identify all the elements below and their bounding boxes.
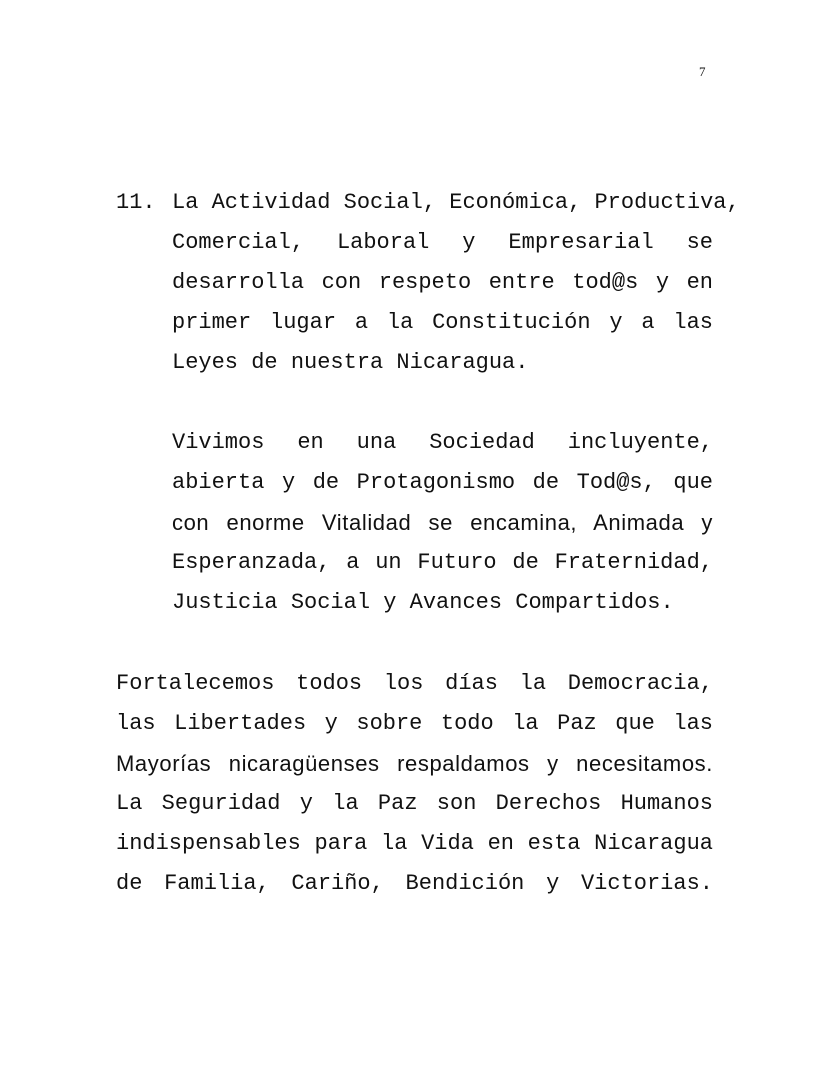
paragraph-line: Mayorías nicaragüenses respaldamos y necesitamos. <box>116 751 713 776</box>
paragraph-line: Vivimos en una Sociedad incluyente, <box>172 430 713 455</box>
paragraph-line: abierta y de Protagonismo de Tod@s, que <box>172 470 713 495</box>
paragraph-line: las Libertades y sobre todo la Paz que las <box>116 711 713 736</box>
item-line: primer lugar a la Constitución y a las <box>172 310 713 335</box>
item-number: 11. <box>116 190 156 215</box>
paragraph-line: Justicia Social y Avances Compartidos. <box>172 590 674 615</box>
paragraph-line: Fortalecemos todos los días la Democracia, <box>116 671 713 696</box>
item-line: Comercial, Laboral y Empresarial se <box>172 230 713 255</box>
paragraph-line: Esperanzada, a un Futuro de Fraternidad, <box>172 550 713 575</box>
paragraph-line: de Familia, Cariño, Bendición y Victorias. <box>116 871 713 896</box>
paragraph-line: con enorme Vitalidad se encamina, Animada y <box>172 510 713 535</box>
paragraph-line: indispensables para la Vida en esta Nicaragua <box>116 831 713 856</box>
item-line: La Actividad Social, Económica, Productiva, <box>172 190 740 215</box>
paragraph-line: La Seguridad y la Paz son Derechos Humanos <box>116 791 713 816</box>
page-number: 7 <box>699 64 706 79</box>
item-line: Leyes de nuestra Nicaragua. <box>172 350 529 375</box>
item-line: desarrolla con respeto entre tod@s y en <box>172 270 713 295</box>
